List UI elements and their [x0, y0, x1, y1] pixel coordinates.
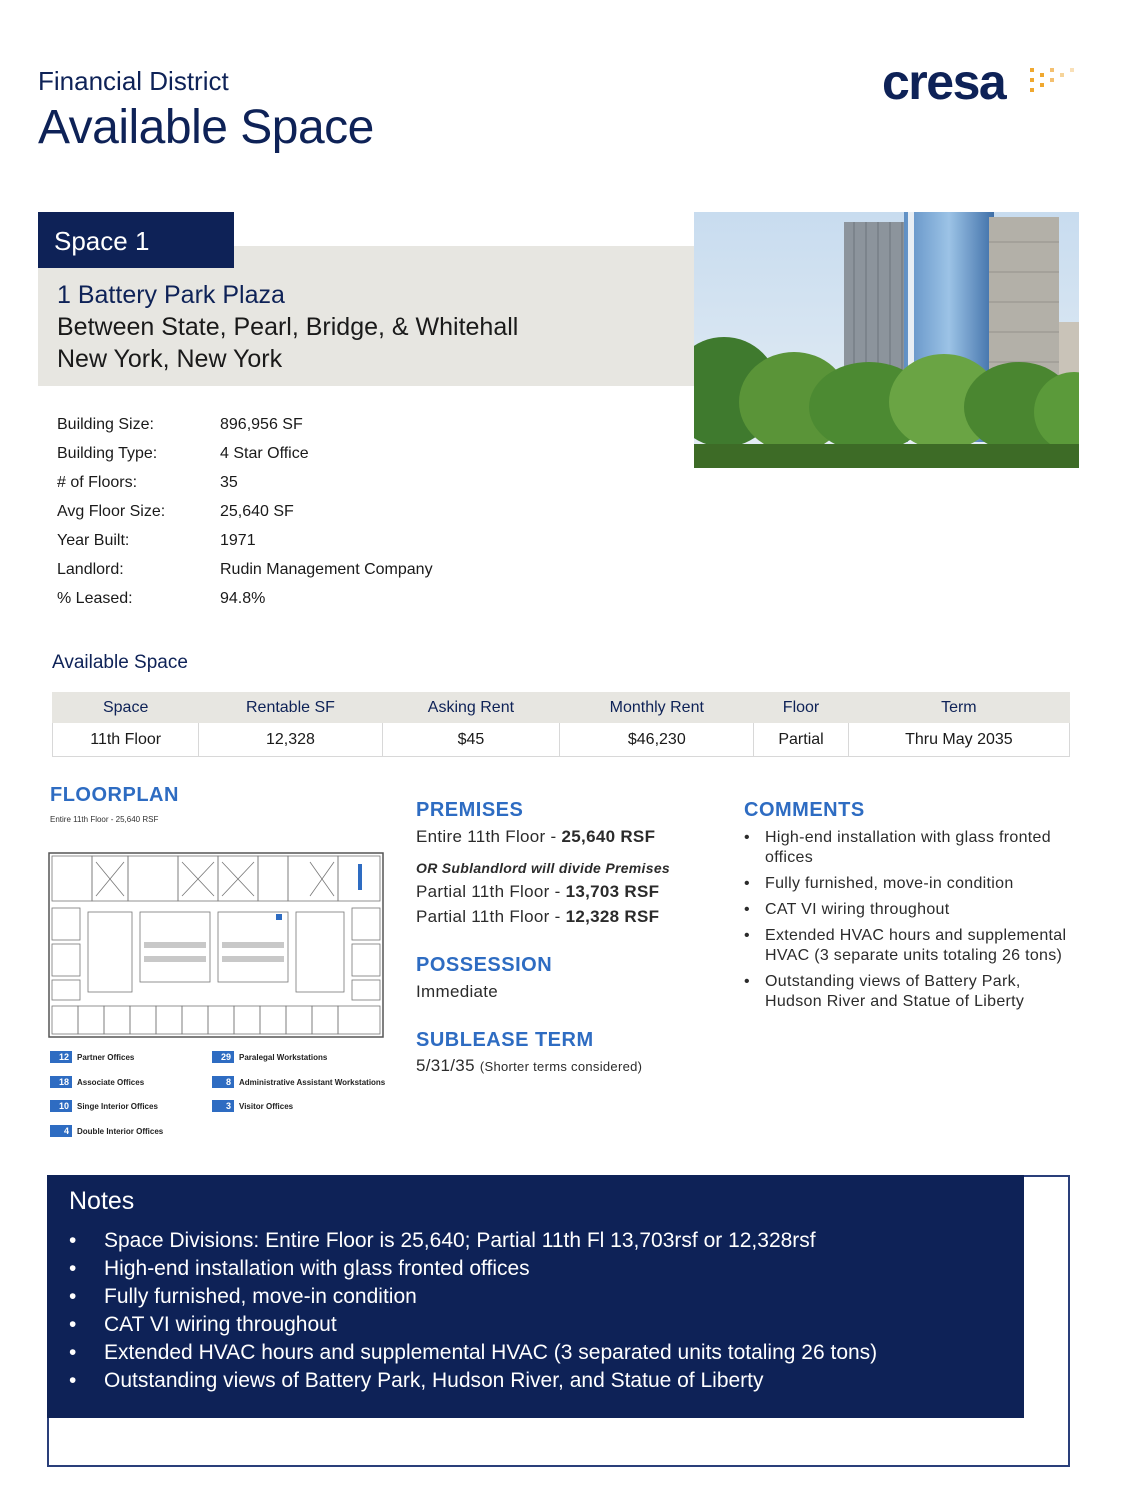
list-item: • CAT VI wiring throughout: [744, 900, 1074, 920]
list-item: • High-end installation with glass fronted offices: [69, 1255, 877, 1283]
fact-label: Building Size:: [57, 416, 154, 433]
logo-dots-icon: [1028, 66, 1080, 96]
fact-row: [57, 532, 557, 561]
available-space-heading: Available Space: [52, 652, 188, 673]
legend-label: Associate Offices: [77, 1077, 145, 1087]
address-line-1: 1 Battery Park Plaza: [57, 281, 285, 309]
address-line-3: New York, New York: [57, 345, 283, 373]
column-header: Asking Rent: [382, 693, 560, 723]
notes-title: Notes: [69, 1187, 135, 1215]
legend-label: Singe Interior Offices: [77, 1101, 158, 1111]
column-header: Floor: [754, 693, 848, 723]
fact-row: [57, 561, 557, 590]
floorplan-heading: FLOORPLAN: [50, 784, 179, 806]
possession-heading: POSSESSION: [416, 954, 553, 976]
fact-value: 94.8%: [220, 590, 266, 607]
fact-label: Building Type:: [57, 445, 158, 462]
fact-value: Rudin Management Company: [220, 561, 433, 578]
premises-line-3: [416, 907, 659, 927]
column-header: Space: [53, 693, 199, 723]
fact-row: [57, 445, 557, 474]
building-photo: [694, 212, 1079, 468]
list-item: • Fully furnished, move-in condition: [69, 1283, 877, 1311]
legend-item: [50, 1100, 158, 1112]
fact-label: Year Built:: [57, 532, 130, 549]
premises-line-1-rsf: 25,640 RSF: [561, 827, 656, 846]
premises-line-3-text: Partial 11th Floor -: [416, 907, 566, 926]
table-cell: $46,230: [560, 723, 754, 757]
premises-line-2: [416, 882, 659, 902]
legend-item: [212, 1076, 385, 1088]
address-line-2: Between State, Pearl, Bridge, & Whitehall: [57, 313, 519, 341]
possession-text: Immediate: [416, 982, 499, 1001]
comments-list: [744, 828, 1074, 1018]
list-item: • Fully furnished, move-in condition: [744, 874, 1074, 894]
floorplan-subtitle: Entire 11th Floor - 25,640 RSF: [50, 815, 159, 824]
table-row: [53, 723, 1070, 757]
list-item: • High-end installation with glass fronted offices: [744, 828, 1074, 868]
legend-item: [212, 1100, 293, 1112]
list-item: • Extended HVAC hours and supplemental HVAC (3 separated units totaling 26 tons): [69, 1339, 877, 1367]
district-label: Financial District: [38, 66, 229, 96]
fact-label: # of Floors:: [57, 474, 138, 491]
legend-count: 8: [212, 1076, 234, 1088]
fact-row: [57, 474, 557, 503]
legend-item: [50, 1051, 134, 1063]
notes-list: [69, 1227, 877, 1395]
column-header: Term: [848, 693, 1069, 723]
legend-item: [212, 1051, 327, 1063]
fact-value: 35: [220, 474, 238, 491]
floorplan-drawing: [48, 852, 384, 1038]
fact-value: 4 Star Office: [220, 445, 309, 462]
sublease-term: [416, 1056, 642, 1076]
legend-label: Partner Offices: [77, 1052, 135, 1062]
legend-count: 29: [212, 1051, 234, 1063]
legend-item: [50, 1076, 144, 1088]
table-cell: 11th Floor: [53, 723, 199, 757]
fact-row: [57, 590, 557, 619]
legend-label: Visitor Offices: [239, 1101, 294, 1111]
legend-item: [50, 1125, 163, 1137]
space-tab: Space 1: [38, 212, 234, 268]
available-space-table: [52, 692, 1070, 757]
sublease-date: 5/31/35: [416, 1056, 475, 1075]
fact-value: 25,640 SF: [220, 503, 294, 520]
building-address: [57, 279, 518, 375]
legend-label: Administrative Assistant Workstations: [239, 1077, 386, 1087]
page-title: Available Space: [38, 101, 374, 154]
column-header: Rentable SF: [199, 693, 382, 723]
premises-line-2-rsf: 13,703 RSF: [565, 882, 660, 901]
premises-line-1-text: Entire 11th Floor -: [416, 827, 562, 846]
legend-count: 10: [50, 1100, 72, 1112]
list-item: • Outstanding views of Battery Park, Hudson River, and Statue of Liberty: [69, 1367, 877, 1395]
legend-count: 4: [50, 1125, 72, 1137]
cresa-logo: [882, 52, 1082, 112]
list-item: • CAT VI wiring throughout: [69, 1311, 877, 1339]
premises-line-1: [416, 827, 655, 847]
legend-count: 12: [50, 1051, 72, 1063]
table-cell: $45: [382, 723, 560, 757]
premises-heading: PREMISES: [416, 799, 524, 821]
list-item: • Extended HVAC hours and supplemental HVAC (3 separate units totaling 26 tons): [744, 926, 1074, 966]
fact-label: Avg Floor Size:: [57, 503, 166, 520]
legend-count: 3: [212, 1100, 234, 1112]
comments-heading: COMMENTS: [744, 799, 865, 821]
fact-label: Landlord:: [57, 561, 124, 578]
sublease-note: (Shorter terms considered): [479, 1059, 643, 1074]
logo-text: cresa: [882, 54, 1006, 110]
building-facts: [57, 416, 557, 619]
notes-box: [47, 1175, 1024, 1418]
legend-label: Double Interior Offices: [77, 1126, 164, 1136]
fact-label: % Leased:: [57, 590, 133, 607]
table-cell: Thru May 2035: [848, 723, 1069, 757]
premises-line-3-rsf: 12,328 RSF: [565, 907, 660, 926]
list-item: • Space Divisions: Entire Floor is 25,640; Partial 11th Fl 13,703rsf or 12,328rsf: [69, 1227, 877, 1255]
table-header-row: [53, 693, 1070, 723]
list-item: • Outstanding views of Battery Park, Hudson River and Statue of Liberty: [744, 972, 1074, 1012]
premises-divide-note: OR Sublandlord will divide Premises: [416, 860, 671, 876]
fact-row: [57, 503, 557, 532]
fact-row: [57, 416, 557, 445]
premises-line-2-text: Partial 11th Floor -: [416, 882, 566, 901]
fact-value: 896,956 SF: [220, 416, 303, 433]
column-header: Monthly Rent: [560, 693, 754, 723]
table-cell: 12,328: [199, 723, 382, 757]
legend-label: Paralegal Workstations: [239, 1052, 328, 1062]
sublease-heading: SUBLEASE TERM: [416, 1029, 594, 1051]
fact-value: 1971: [220, 532, 256, 549]
table-cell: Partial: [754, 723, 848, 757]
legend-count: 18: [50, 1076, 72, 1088]
